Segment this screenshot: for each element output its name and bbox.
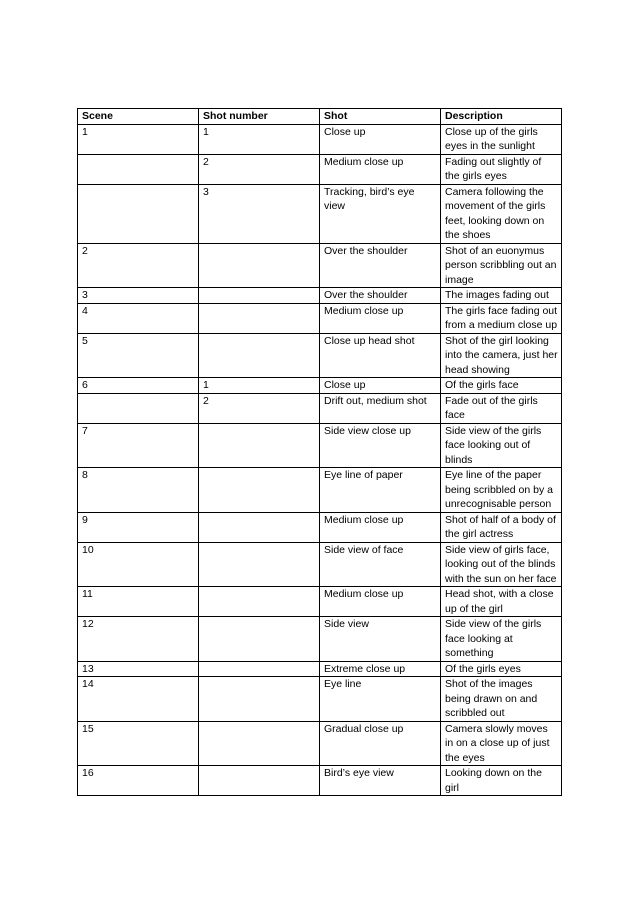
cell-shot-number bbox=[199, 423, 320, 468]
cell-description: The images fading out bbox=[441, 288, 562, 304]
cell-shot-number bbox=[199, 303, 320, 333]
table-row bbox=[78, 677, 562, 722]
shot-list-table bbox=[77, 108, 562, 796]
table-row bbox=[78, 542, 562, 587]
cell-shot-number bbox=[199, 766, 320, 796]
table-row bbox=[78, 333, 562, 378]
cell-scene: 7 bbox=[78, 423, 199, 468]
cell-description: Shot of an euonymus person scribbling out an image bbox=[441, 243, 562, 288]
cell-shot-number: 2 bbox=[199, 154, 320, 184]
cell-scene: 13 bbox=[78, 661, 199, 677]
cell-description: Camera slowly moves in on a close up of just the eyes bbox=[441, 721, 562, 766]
cell-shot-number bbox=[199, 512, 320, 542]
cell-shot-number: 1 bbox=[199, 378, 320, 394]
cell-scene bbox=[78, 154, 199, 184]
cell-scene: 4 bbox=[78, 303, 199, 333]
cell-description: Shot of the girl looking into the camera, just her head showing bbox=[441, 333, 562, 378]
cell-shot-number bbox=[199, 587, 320, 617]
cell-scene: 2 bbox=[78, 243, 199, 288]
cell-shot-number: 3 bbox=[199, 184, 320, 243]
table-row bbox=[78, 243, 562, 288]
cell-shot: Drift out, medium shot bbox=[320, 393, 441, 423]
cell-shot: Close up bbox=[320, 378, 441, 394]
cell-scene: 15 bbox=[78, 721, 199, 766]
cell-shot: Gradual close up bbox=[320, 721, 441, 766]
table-row bbox=[78, 393, 562, 423]
table-row bbox=[78, 124, 562, 154]
cell-description: Shot of half of a body of the girl actress bbox=[441, 512, 562, 542]
table-row bbox=[78, 512, 562, 542]
cell-shot: Tracking, bird’s eye view bbox=[320, 184, 441, 243]
cell-shot: Over the shoulder bbox=[320, 243, 441, 288]
cell-description: Head shot, with a close up of the girl bbox=[441, 587, 562, 617]
cell-description: Of the girls face bbox=[441, 378, 562, 394]
cell-shot-number bbox=[199, 617, 320, 662]
table-row bbox=[78, 303, 562, 333]
cell-shot: Medium close up bbox=[320, 303, 441, 333]
cell-description: The girls face fading out from a medium close up bbox=[441, 303, 562, 333]
cell-shot-number bbox=[199, 542, 320, 587]
cell-shot-number bbox=[199, 468, 320, 513]
table-row bbox=[78, 468, 562, 513]
cell-description: Looking down on the girl bbox=[441, 766, 562, 796]
cell-scene: 9 bbox=[78, 512, 199, 542]
header-shot-number: Shot number bbox=[199, 109, 320, 125]
cell-shot-number bbox=[199, 333, 320, 378]
table-row bbox=[78, 661, 562, 677]
table-row bbox=[78, 184, 562, 243]
cell-scene: 16 bbox=[78, 766, 199, 796]
cell-shot: Over the shoulder bbox=[320, 288, 441, 304]
cell-description: Side view of girls face, looking out of the blinds with the sun on her face bbox=[441, 542, 562, 587]
table-row bbox=[78, 288, 562, 304]
cell-scene: 11 bbox=[78, 587, 199, 617]
table-row bbox=[78, 721, 562, 766]
cell-scene: 14 bbox=[78, 677, 199, 722]
cell-shot: Medium close up bbox=[320, 512, 441, 542]
cell-scene: 10 bbox=[78, 542, 199, 587]
cell-scene: 3 bbox=[78, 288, 199, 304]
cell-shot: Extreme close up bbox=[320, 661, 441, 677]
cell-scene: 5 bbox=[78, 333, 199, 378]
cell-shot: Close up head shot bbox=[320, 333, 441, 378]
table-row bbox=[78, 378, 562, 394]
cell-scene bbox=[78, 393, 199, 423]
cell-shot: Medium close up bbox=[320, 154, 441, 184]
cell-description: Side view of the girls face looking out of blinds bbox=[441, 423, 562, 468]
cell-description: Shot of the images being drawn on and scribbled out bbox=[441, 677, 562, 722]
table-row bbox=[78, 154, 562, 184]
cell-shot: Close up bbox=[320, 124, 441, 154]
cell-shot-number bbox=[199, 288, 320, 304]
table-header-row bbox=[78, 109, 562, 125]
cell-shot: Side view close up bbox=[320, 423, 441, 468]
header-description: Description bbox=[441, 109, 562, 125]
cell-scene bbox=[78, 184, 199, 243]
cell-description: Close up of the girls eyes in the sunlight bbox=[441, 124, 562, 154]
cell-shot: Eye line of paper bbox=[320, 468, 441, 513]
cell-description: Eye line of the paper being scribbled on by a unrecognisable person bbox=[441, 468, 562, 513]
cell-shot: Side view of face bbox=[320, 542, 441, 587]
cell-scene: 12 bbox=[78, 617, 199, 662]
table-row bbox=[78, 766, 562, 796]
cell-description: Fade out of the girls face bbox=[441, 393, 562, 423]
header-shot: Shot bbox=[320, 109, 441, 125]
cell-shot-number: 2 bbox=[199, 393, 320, 423]
header-scene: Scene bbox=[78, 109, 199, 125]
table-row bbox=[78, 587, 562, 617]
table-row bbox=[78, 617, 562, 662]
cell-scene: 8 bbox=[78, 468, 199, 513]
cell-description: Fading out slightly of the girls eyes bbox=[441, 154, 562, 184]
cell-shot-number bbox=[199, 243, 320, 288]
table-body bbox=[78, 124, 562, 796]
table-row bbox=[78, 423, 562, 468]
cell-description: Side view of the girls face looking at something bbox=[441, 617, 562, 662]
cell-shot-number bbox=[199, 721, 320, 766]
cell-scene: 6 bbox=[78, 378, 199, 394]
cell-scene: 1 bbox=[78, 124, 199, 154]
cell-shot-number bbox=[199, 677, 320, 722]
cell-shot-number bbox=[199, 661, 320, 677]
cell-shot: Eye line bbox=[320, 677, 441, 722]
cell-shot: Medium close up bbox=[320, 587, 441, 617]
cell-description: Camera following the movement of the girls feet, looking down on the shoes bbox=[441, 184, 562, 243]
cell-shot-number: 1 bbox=[199, 124, 320, 154]
cell-shot: Side view bbox=[320, 617, 441, 662]
cell-description: Of the girls eyes bbox=[441, 661, 562, 677]
cell-shot: Bird’s eye view bbox=[320, 766, 441, 796]
